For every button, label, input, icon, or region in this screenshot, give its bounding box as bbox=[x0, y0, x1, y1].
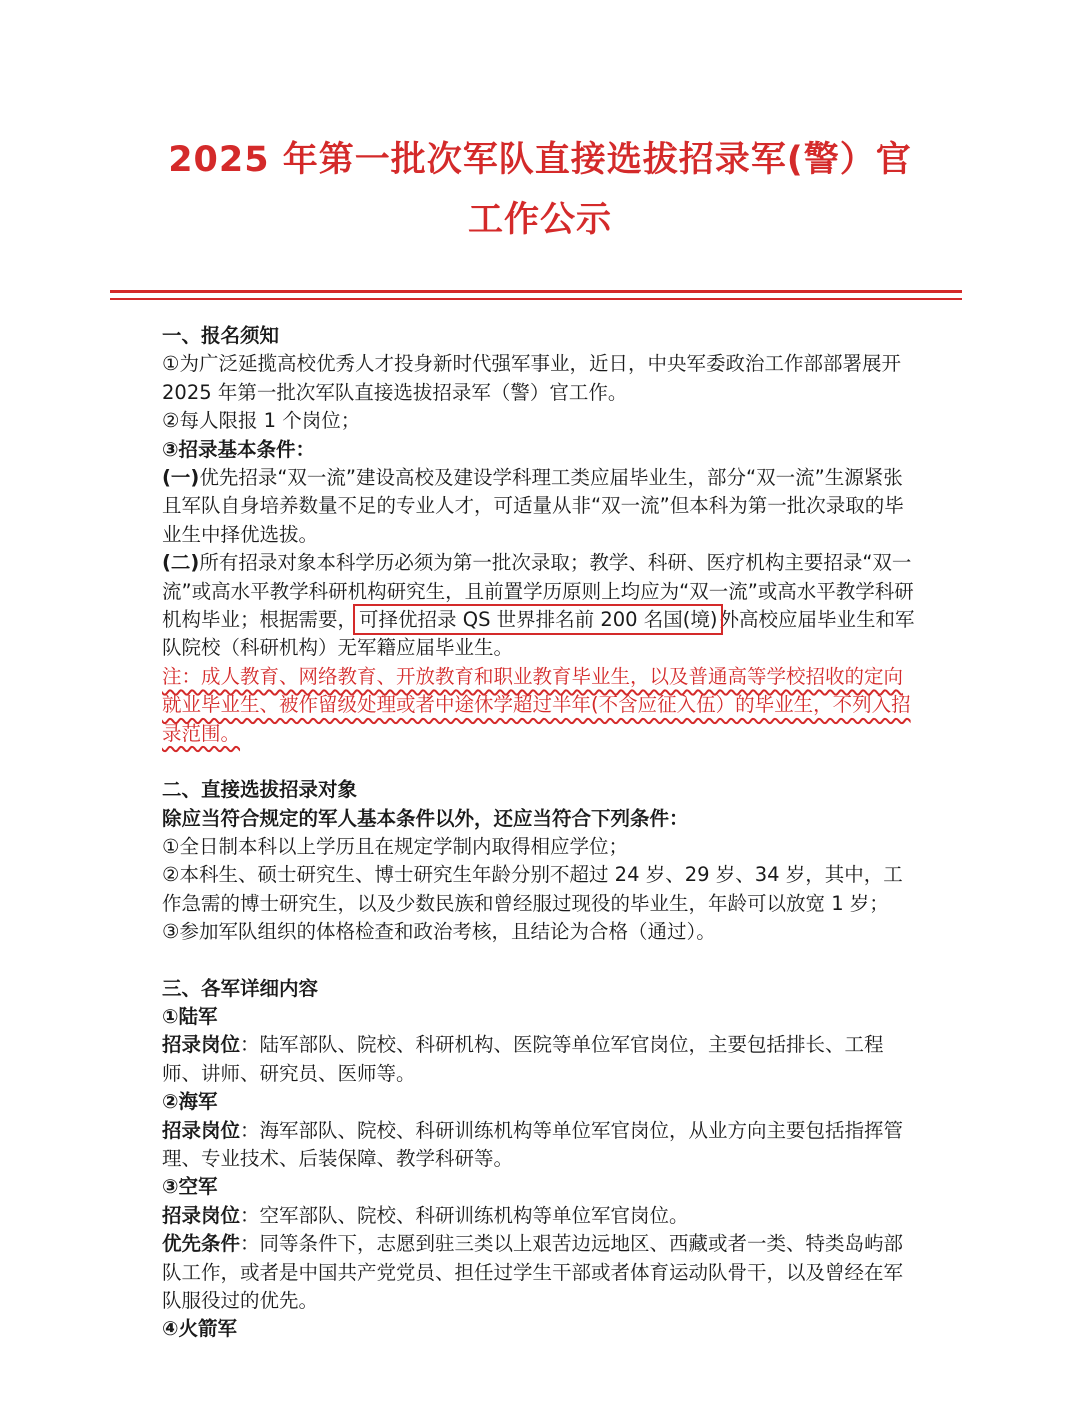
airforce-positions-label: 招录岗位 bbox=[162, 1203, 241, 1227]
navy-positions-text: ：海军部队、院校、科研训练机构等单位军官岗位，从业方向主要包括指挥管理、专业技术、后装保障、教学科研等。 bbox=[162, 1118, 904, 1170]
condition-2-text-a: 所有招录对象本科学历必须为第一批次录取；教学、科研、医疗机构主要招录“双一流”或高水平教学科研机构研究生，且前置学历原则上均应为“双一流”或高水平教学科研机构毕业；根据需要， bbox=[162, 551, 914, 632]
section2-item-1: ①全日制本科以上学历且在规定学制内取得相应学位； bbox=[162, 834, 628, 858]
condition-1-text: 优先招录“双一流”建设高校及建设学科理工类应届毕业生，部分“双一流”生源紧张且军队自身培养数量不足的专业人才，可适量从非“双一流”但本科为第一批次录取的毕业生中择优选拔。 bbox=[162, 466, 904, 546]
airforce-positions bbox=[162, 1202, 922, 1230]
section2-item-3: ③参加军队组织的体格检查和政治考核，且结论为合格（通过）。 bbox=[162, 920, 716, 944]
section2-intro: 除应当符合规定的军人基本条件以外，还应当符合下列条件： bbox=[162, 806, 689, 830]
section1-conditions-heading: ③招录基本条件： bbox=[162, 437, 316, 461]
airforce-priority-text: ：同等条件下，志愿到驻三类以上艰苦边远地区、西藏或者一类、特类岛屿部队工作，或者是中国共产党党员、担任过学生干部或者体育运动队骨干，以及曾经在军队服役过的优先。 bbox=[162, 1232, 904, 1312]
airforce-heading: ③空军 bbox=[162, 1175, 218, 1199]
qs-highlight-box: 可择优招录 QS 世界排名前 200 名国(境) bbox=[359, 608, 718, 632]
section1-note bbox=[162, 663, 922, 748]
army-positions bbox=[162, 1031, 922, 1088]
section1-condition-2 bbox=[162, 549, 922, 663]
section1-condition-1 bbox=[162, 464, 922, 549]
navy-heading: ②海军 bbox=[162, 1090, 218, 1114]
section1-paragraph-2: ②每人限报 1 个岗位； bbox=[162, 409, 361, 433]
airforce-priority-label: 优先条件 bbox=[162, 1232, 241, 1256]
navy-positions-label: 招录岗位 bbox=[162, 1118, 241, 1142]
airforce-priority bbox=[162, 1230, 922, 1315]
rocket-force-heading: ④火箭军 bbox=[162, 1317, 238, 1341]
condition-2-text-b: 外高校应届毕业生和军队院校（科研机构）无军籍应届毕业生。 bbox=[162, 608, 915, 660]
section2-item-2: ②本科生、硕士研究生、博士研究生年龄分别不超过 24 岁、29 岁、34 岁，其中，工作急需的博士研究生，以及少数民族和曾经服过现役的毕业生，年龄可以放宽 1 岁； bbox=[162, 863, 903, 915]
condition-1-label: (一) bbox=[162, 466, 200, 490]
document-title-line1: 2025 年第一批次军队直接选拔招录军(警）官 bbox=[168, 140, 912, 180]
airforce-positions-text: ：空军部队、院校、科研训练机构等单位军官岗位。 bbox=[240, 1203, 689, 1227]
section3-heading: 三、各军详细内容 bbox=[162, 976, 319, 1000]
army-positions-text: ：陆军部队、院校、科研机构、医院等单位军官岗位，主要包括排长、工程师、讲师、研究员、医师等。 bbox=[162, 1033, 884, 1085]
section1-heading: 一、报名须知 bbox=[162, 324, 280, 347]
title-divider-thick bbox=[110, 290, 962, 293]
document-title-line2: 工作公示 bbox=[467, 200, 612, 240]
army-positions-label: 招录岗位 bbox=[162, 1033, 241, 1057]
document-body bbox=[162, 322, 922, 1344]
condition-2-label: (二) bbox=[162, 551, 200, 575]
note-wavy-underline: 注：成人教育、网络教育、开放教育和职业教育毕业生，以及普通高等学校招收的定向就业毕业生、被作留级处理或者中途休学超过半年(不含应征入伍）的毕业生，不列入招录范围。 bbox=[162, 664, 911, 745]
section2-heading: 二、直接选拔招录对象 bbox=[162, 778, 358, 802]
section1-paragraph-1: ①为广泛延揽高校优秀人才投身新时代强军事业，近日，中央军委政治工作部部署展开 2025 年第一批次军队直接选拔招录军（警）官工作。 bbox=[162, 352, 901, 404]
army-heading: ①陆军 bbox=[162, 1004, 218, 1028]
navy-positions bbox=[162, 1117, 922, 1174]
title-divider-thin bbox=[110, 298, 962, 300]
